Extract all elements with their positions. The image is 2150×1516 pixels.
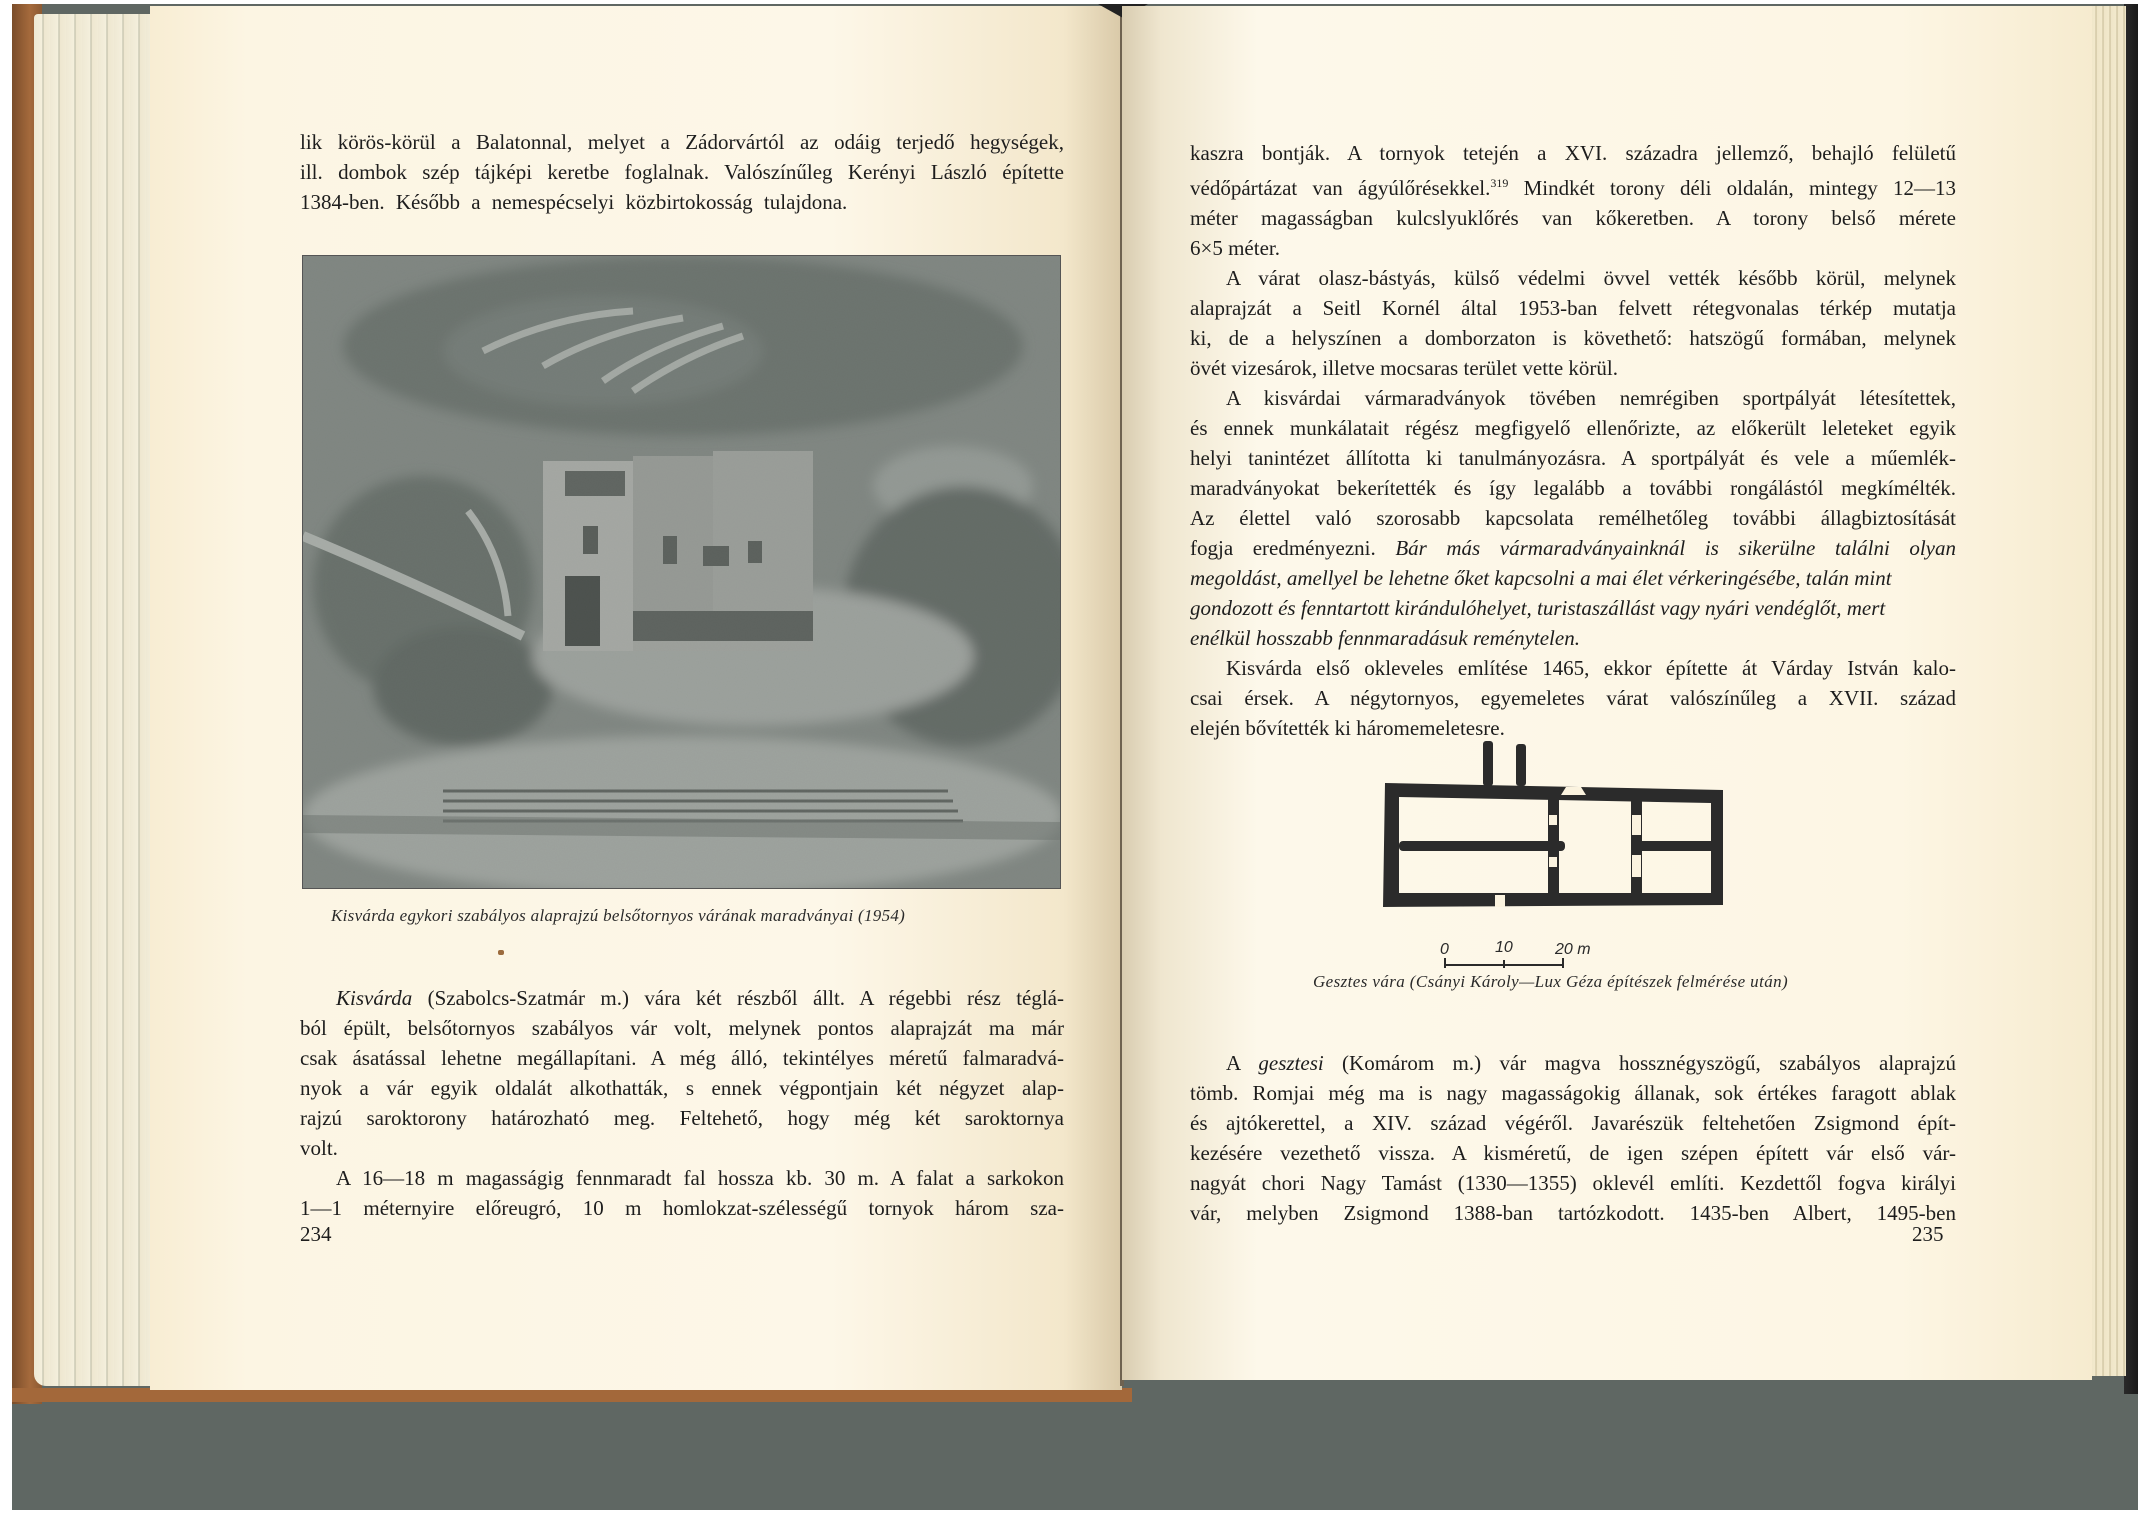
text-line: alaprajzát a Seitl Kornél által 1953-ban felvett rétegvonalas térkép mutatja bbox=[1190, 296, 1956, 320]
text-line: 1384-ben. Később a nemespécselyi közbirtokosság tulajdona. bbox=[300, 190, 848, 214]
text-line: és ennek munkálatait régész megfigyelő ellenőrizte, az előkerült leleteket egyik bbox=[1190, 416, 1956, 440]
photo-caption: Kisvárda egykori szabályos alaprajzú belsőtornyos várának maradványai (1954) bbox=[331, 906, 906, 925]
text-segment: (Szabolcs-Szatmár m.) vára két részből állt. A régebbi rész téglá- bbox=[412, 986, 1064, 1010]
footnote-ref[interactable]: 319 bbox=[1490, 176, 1509, 190]
text-line bbox=[1190, 1048, 1956, 1078]
ink-spot bbox=[498, 950, 504, 955]
text-line: 1—1 méternyire előreugró, 10 m homlokzat-szélességű tornyok három sza- bbox=[300, 1196, 1064, 1220]
text-line: rajzú saroktorony határozható meg. Feltehető, hogy még két saroktornya bbox=[300, 1106, 1064, 1130]
right-paragraph-gesztes bbox=[1190, 1048, 1956, 1228]
kisvarda-aerial-photo bbox=[302, 255, 1061, 889]
text-line: ki, de a helyszínen a domborzaton is követhető: hatszögű formában, melynek bbox=[1190, 326, 1956, 350]
text-line: csai érsek. A négytornyos, egyemeletes várat valószínűleg a XVII. század bbox=[1190, 686, 1956, 710]
text-line: elején bővítették ki háromemeletesre. bbox=[1190, 716, 1505, 740]
text-line: Az élettel való szorosabb kapcsolata remélhetőleg további állagbiztosítását bbox=[1190, 506, 1956, 530]
place-name-italic: Kisvárda bbox=[336, 986, 413, 1010]
text-line: volt. bbox=[300, 1136, 338, 1160]
text-segment: védőpártázat van ágyúlőrésekkel. bbox=[1190, 176, 1491, 200]
text-segment: A bbox=[1226, 1051, 1259, 1075]
gesztes-floor-plan bbox=[1383, 735, 1743, 910]
text-segment: fogja eredményezni. bbox=[1190, 536, 1396, 560]
text-line: lik körös-körül a Balatonnal, melyet a Zádorvártól az odáig terjedő hegységek, bbox=[300, 130, 1064, 154]
text-line: A 16—18 m magasságig fennmaradt fal hossza kb. 30 m. A falat a sarkokon bbox=[336, 1166, 1064, 1190]
text-line: helyi tanintézet állította ki tanulmányozásra. A sportpályát és vele a műemlék- bbox=[1190, 446, 1956, 470]
book-cover-bottom-edge bbox=[12, 1388, 1132, 1402]
text-line: A kisvárdai vármaradványok tövében nemrégiben sportpályát létesítettek, bbox=[1226, 386, 1956, 410]
text-line bbox=[1190, 533, 1956, 563]
scale-bar bbox=[1435, 930, 1595, 975]
text-segment: Mindkét torony déli oldalán, mintegy 12—13 bbox=[1508, 176, 1956, 200]
left-top-paragraph bbox=[300, 127, 1064, 217]
italic-line: enélkül hosszabb fennmaradásuk reménytelen. bbox=[1190, 626, 1580, 650]
page-number-left: 234 bbox=[300, 1222, 332, 1246]
text-line: A várat olasz-bástyás, külső védelmi övvel vették később körül, melynek bbox=[1226, 266, 1956, 290]
italic-line: gondozott és fenntartott kirándulóhelyet, turistaszállást vagy nyári vendéglőt, mert bbox=[1190, 596, 1886, 620]
page-stack-right bbox=[2090, 6, 2126, 1376]
text-line: tömb. Romjai még ma is nagy magasságokig állanak, sok értékes faragott ablak bbox=[1190, 1081, 1956, 1105]
italic-segment: Bár más vármaradványainknál is sikerülne találni olyan bbox=[1395, 536, 1956, 560]
photo-illustration bbox=[303, 256, 1060, 888]
place-name-italic: gesztesi bbox=[1258, 1051, 1324, 1075]
left-paragraph-kisvarda bbox=[300, 983, 1064, 1223]
text-line: 6×5 méter. bbox=[1190, 236, 1280, 260]
text-line: nagyát chori Nagy Tamást (1330—1355) oklevél említi. Kezdettől fogva királyi bbox=[1190, 1171, 1956, 1195]
text-line: és ajtókerettel, a XIV. század végéről. Javarészük feltehetően Zsigmond épít- bbox=[1190, 1111, 1956, 1135]
text-line: csak ásatással lehetne megállapítani. A még álló, tekintélyes méretű falmaradvá- bbox=[300, 1046, 1064, 1070]
text-line: nyok a vár egyik oldalát alkothatták, s ennek végpontjain két négyzet alap- bbox=[300, 1076, 1064, 1100]
text-line: Kisvárda első okleveles említése 1465, ekkor építette át Várday István kalo- bbox=[1226, 656, 1956, 680]
text-line: méter magasságban kulcslyuklőrés van kőkeretben. A torony belső mérete bbox=[1190, 206, 1956, 230]
scale-label-20: 20 m bbox=[1555, 941, 1591, 958]
floor-plan-caption: Gesztes vára (Csányi Károly—Lux Géza építészek felmérése után) bbox=[1313, 972, 1789, 991]
text-line: vár, melyben Zsigmond 1388-ban tartózkodott. 1435-ben Albert, 1495-ben bbox=[1190, 1201, 1956, 1225]
italic-line: megoldást, amellyel be lehetne őket kapcsolni a mai élet vérkeringésébe, talán mint bbox=[1190, 566, 1892, 590]
text-line: maradványokat bekerítették és így legalább a további rongálástól megkímélték. bbox=[1190, 476, 1956, 500]
text-line: ill. dombok szép tájképi keretbe foglalnak. Valószínűleg Kerényi László építette bbox=[300, 160, 1064, 184]
page-number-right: 235 bbox=[1912, 1222, 1944, 1246]
scale-label-10: 10 bbox=[1495, 939, 1513, 956]
page-stack-left bbox=[34, 14, 152, 1386]
text-line: kaszra bontják. A tornyok tetején a XVI. századra jellemző, behajló felületű bbox=[1190, 141, 1956, 165]
text-line bbox=[300, 983, 1064, 1013]
text-line: ból épült, belsőtornyos szabályos vár volt, melynek pontos alaprajzát ma már bbox=[300, 1016, 1064, 1040]
book-cover-right-edge bbox=[2124, 4, 2138, 1394]
text-segment: (Komárom m.) vár magva hossznégyszögű, szabályos alaprajzú bbox=[1323, 1051, 1957, 1075]
text-line bbox=[1190, 168, 1956, 203]
scale-label-0: 0 bbox=[1440, 941, 1449, 958]
right-text-top bbox=[1190, 138, 1956, 743]
text-line: övét vizesárok, illetve mocsaras terület vette körül. bbox=[1190, 356, 1619, 380]
text-line: kezésére vezethető vissza. A kisméretű, de igen szépen épített vár első vár- bbox=[1190, 1141, 1956, 1165]
